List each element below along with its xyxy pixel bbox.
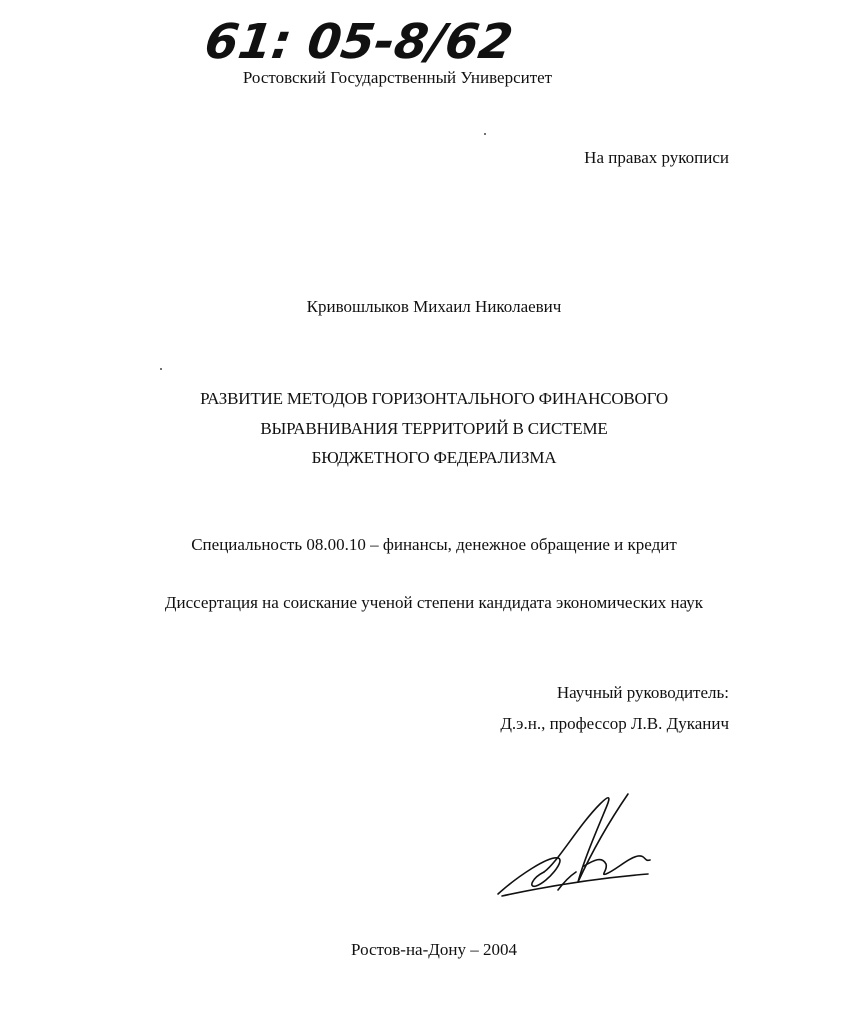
handwritten-archive-code [201, 8, 517, 72]
specialty-line: Специальность 08.00.10 – финансы, денежное обращение и кредит [191, 535, 677, 554]
manuscript-rights-label: На правах рукописи [584, 148, 729, 167]
title-line: РАЗВИТИЕ МЕТОДОВ ГОРИЗОНТАЛЬНОГО ФИНАНСОВОГО [200, 389, 668, 408]
supervisor-label: Научный руководитель: [556, 683, 729, 702]
scan-speck [484, 133, 486, 135]
dissertation-degree-line: Диссертация на соискание ученой степени кандидата экономических наук [164, 593, 704, 612]
scan-speck [160, 368, 162, 370]
supervisor-name: Д.э.н., профессор Л.В. Дуканич [500, 714, 729, 733]
city-year: Ростов-на-Дону – 2004 [351, 940, 517, 959]
title-line: БЮДЖЕТНОГО ФЕДЕРАЛИЗМА [311, 448, 557, 467]
author-name: Кривошлыков Михаил Николаевич [306, 297, 562, 316]
archive-code-text: 61: 05-8/62 [201, 14, 517, 70]
signature-icon [488, 786, 658, 902]
title-line: ВЫРАВНИВАНИЯ ТЕРРИТОРИЙ В СИСТЕМЕ [260, 418, 608, 438]
university-name: Ростовский Государственный Университет [242, 68, 553, 87]
dissertation-title [0, 384, 868, 473]
